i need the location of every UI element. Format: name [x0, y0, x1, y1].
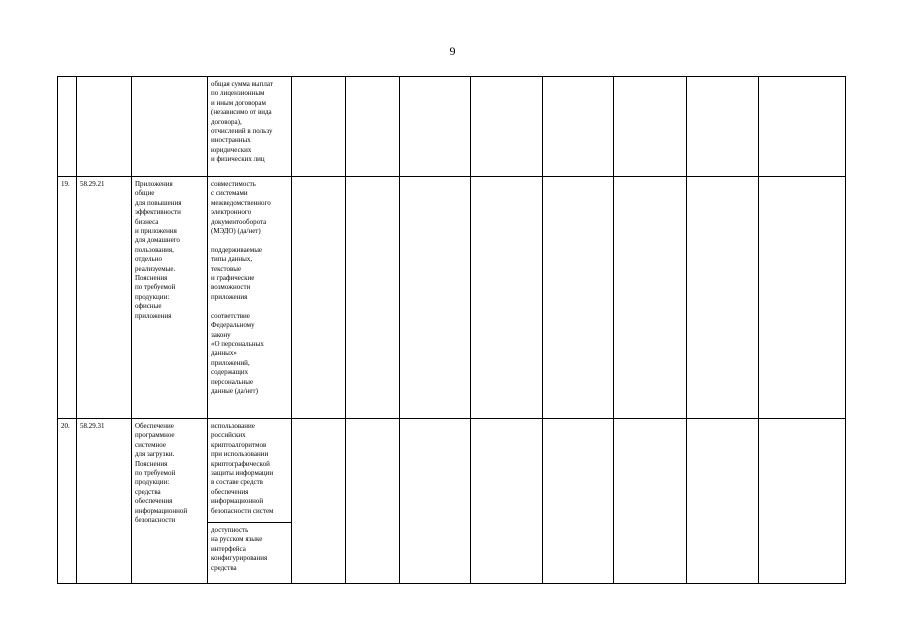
empty-cell — [400, 419, 471, 584]
code-cell — [77, 77, 132, 177]
empty-cell — [400, 177, 471, 419]
property-cell: совместимость с системами межведомственного электронного документооборота (МЭДО) (да/нет) поддерживаемые типы данных, текстовые и графические возможности приложения соответствие Федеральному закону «О персональных данных» приложений, содержащих персональные данные (да/нет) — [208, 177, 292, 419]
property-cell: общая сумма выплат по лицензионным и иным договорам (независимо от вида договора), отчислений в пользу иностранных юридических и физических лиц — [208, 77, 292, 177]
product-name-cell — [132, 77, 208, 177]
row-number-cell: 20. — [58, 419, 77, 584]
table-row — [58, 77, 846, 177]
empty-cell — [471, 177, 543, 419]
page-number: 9 — [449, 44, 456, 58]
product-name-cell: Приложения общие для повышения эффективности бизнеса и приложения для домашнего пользования, отдельно реализуемые. Пояснения по требуемой продукции: офисные приложения — [132, 177, 208, 419]
empty-cell — [687, 77, 759, 177]
row-number-cell — [58, 77, 77, 177]
row-number-cell: 19. — [58, 177, 77, 419]
code-cell: 58.29.21 — [77, 177, 132, 419]
empty-cell — [543, 419, 614, 584]
empty-cell — [346, 177, 400, 419]
requirements-table — [57, 76, 846, 584]
empty-cell — [346, 77, 400, 177]
empty-cell — [687, 177, 759, 419]
table-row — [58, 177, 846, 419]
empty-cell — [543, 177, 614, 419]
empty-cell — [292, 177, 346, 419]
empty-cell — [292, 419, 346, 584]
empty-cell — [400, 77, 471, 177]
empty-cell — [687, 419, 759, 584]
empty-cell — [471, 419, 543, 584]
empty-cell — [614, 419, 687, 584]
code-cell: 58.29.31 — [77, 419, 132, 584]
empty-cell — [471, 77, 543, 177]
empty-cell — [614, 177, 687, 419]
empty-cell — [759, 177, 846, 419]
empty-cell — [346, 419, 400, 584]
product-name-cell: Обеспечение программное системное для загрузки. Пояснения по требуемой продукции: средства обеспечения информационной безопасности — [132, 419, 208, 584]
empty-cell — [543, 77, 614, 177]
property-cell: доступность на русском языке интерфейса конфигурирования средства — [208, 523, 292, 584]
property-cell: использование российских криптоалгоритмов при использовании криптографической защиты информации в составе средств обеспечения информационной безопасности систем — [208, 419, 292, 523]
empty-cell — [759, 77, 846, 177]
empty-cell — [292, 77, 346, 177]
empty-cell — [759, 419, 846, 584]
empty-cell — [614, 77, 687, 177]
table-row — [58, 419, 846, 523]
